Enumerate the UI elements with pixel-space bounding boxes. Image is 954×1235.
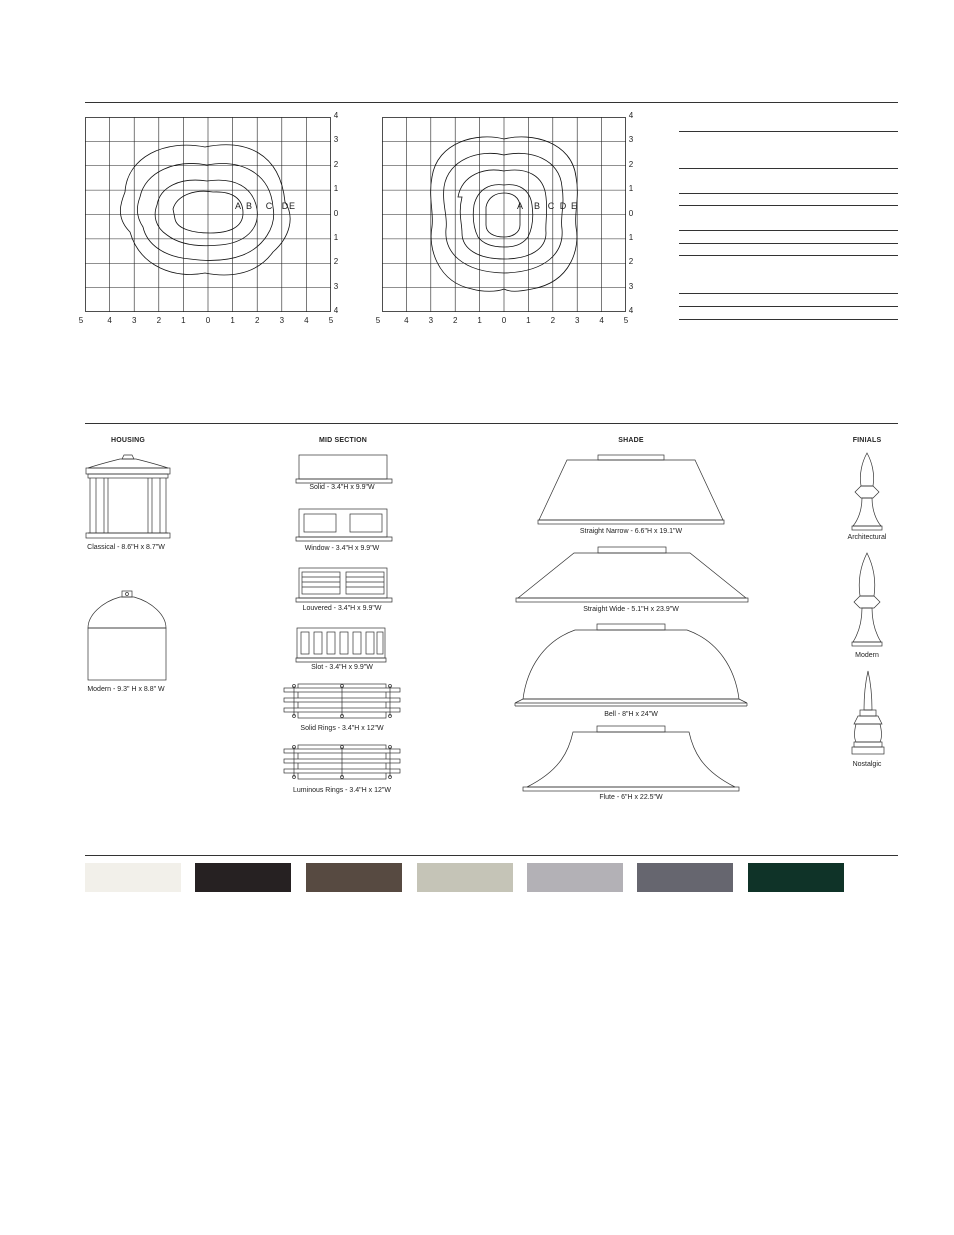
x-tick-label: 3 [279,316,285,325]
y-tick-label: 4 [333,111,339,120]
louvered-midsection-caption: Louvered - 3.4"H x 9.9"W [302,605,382,612]
y-tick-label: 4 [628,111,634,120]
finish-swatch-5 [527,863,623,892]
classical-housing-caption: Classical - 8.6"H x 8.7"W [87,544,165,551]
contour-label: E [570,201,577,211]
solid-rings-midsection-icon [282,682,402,722]
x-tick-label: 3 [428,316,434,325]
y-tick-label: 2 [628,257,634,267]
architectural-finial-caption: Architectural [847,534,887,541]
finish-swatch-2 [195,863,291,892]
modern-finial-caption: Modern [855,652,879,659]
y-tick-label: 2 [333,159,339,169]
finish-swatch-7 [748,863,844,892]
housing-heading: HOUSING [110,437,146,444]
x-tick-label: 5 [328,316,334,325]
x-tick-label: 3 [131,316,137,325]
modern-housing-caption: Modern - 9.3" H x 8.8" W [87,686,165,693]
x-tick-label: 5 [375,316,381,325]
contour-label: C [547,201,555,211]
x-tick-label: 4 [107,316,112,325]
x-tick-label: 1 [230,316,235,325]
bell-shade-caption: Bell - 8"H x 24"W [604,711,658,718]
photometric-grid-right [382,117,626,312]
x-tick-label: 2 [254,316,260,325]
legend-line [679,131,898,132]
x-tick-label: 5 [78,316,84,325]
nostalgic-finial-caption: Nostalgic [852,761,882,768]
legend-line [679,193,898,194]
x-tick-label: 4 [404,316,409,325]
finishes-rule [85,855,898,856]
shade-heading: SHADE [618,437,644,444]
y-tick-label: 0 [333,208,339,218]
y-tick-label: 1 [333,232,339,242]
contour-label: A [234,201,241,211]
architectural-finial-icon [848,452,886,532]
y-tick-label: 2 [333,257,339,267]
louvered-midsection-icon [295,567,393,603]
top-rule [85,102,898,103]
x-tick-label: 2 [156,316,162,325]
contour-label: C [265,201,273,211]
finish-swatch-1 [85,863,181,892]
contour-label: E [288,201,295,211]
classical-housing-icon [84,453,172,539]
y-tick-label: 3 [628,135,634,145]
x-tick-label: 0 [205,316,211,325]
x-tick-label: 1 [526,316,531,325]
x-tick-label: 5 [623,316,629,325]
flute-shade-icon [521,725,741,793]
contour-label: B [533,201,540,211]
flute-shade-caption: Flute - 6"H x 22.5"W [599,794,663,801]
legend-line [679,255,898,256]
solid-midsection-icon [295,453,393,485]
legend-line [679,230,898,231]
straight-narrow-shade-caption: Straight Narrow - 6.6"H x 19.1"W [579,528,683,535]
x-tick-label: 1 [477,316,482,325]
modern-housing-icon [86,590,168,682]
mid-section-heading: MID SECTION [318,437,368,444]
finish-swatch-3 [306,863,402,892]
x-tick-label: 2 [452,316,458,325]
finials-heading: FINIALS [852,437,882,444]
y-tick-label: 3 [333,281,339,291]
modern-finial-icon [848,552,886,648]
legend-line [679,205,898,206]
solid-midsection-caption: Solid - 3.4"H x 9.9"W [309,484,375,491]
legend-line [679,306,898,307]
x-tick-label: 1 [181,316,186,325]
window-midsection-icon [295,508,393,542]
nostalgic-finial-icon [850,670,886,758]
straight-wide-shade-caption: Straight Wide - 5.1"H x 23.9"W [583,606,679,613]
window-midsection-caption: Window - 3.4"H x 9.9"W [304,545,380,552]
y-tick-label: 3 [628,281,634,291]
x-tick-label: 4 [599,316,604,325]
y-tick-label: 1 [628,232,634,242]
straight-wide-shade-icon [514,546,750,604]
x-tick-label: 4 [304,316,309,325]
bell-shade-icon [513,623,749,709]
slot-midsection-icon [295,627,387,663]
legend-line [679,319,898,320]
finish-swatch-6 [637,863,733,892]
y-tick-label: 2 [628,159,634,169]
slot-midsection-caption: Slot - 3.4"H x 9.9"W [311,664,373,671]
y-tick-label: 1 [333,184,339,194]
legend-line [679,243,898,244]
solid-rings-midsection-caption: Solid Rings - 3.4"H x 12"W [300,725,384,732]
legend-line [679,293,898,294]
contour-label: B [245,201,252,211]
y-tick-label: 3 [333,135,339,145]
luminous-rings-midsection-caption: Luminous Rings - 3.4"H x 12"W [293,787,391,794]
y-tick-label: 1 [628,184,634,194]
y-tick-label: 0 [628,208,634,218]
legend-line [679,168,898,169]
photometric-grid-left [85,117,331,312]
y-tick-label: 4 [628,306,634,315]
luminous-rings-midsection-icon [282,743,402,783]
contour-label: A [516,201,523,211]
components-rule [85,423,898,424]
straight-narrow-shade-icon [537,454,725,526]
x-tick-label: 3 [574,316,580,325]
contour-label: D [281,201,289,211]
contour-label: D [559,201,567,211]
y-tick-label: 4 [333,306,339,315]
x-tick-label: 0 [501,316,507,325]
finish-swatch-4 [417,863,513,892]
x-tick-label: 2 [550,316,556,325]
